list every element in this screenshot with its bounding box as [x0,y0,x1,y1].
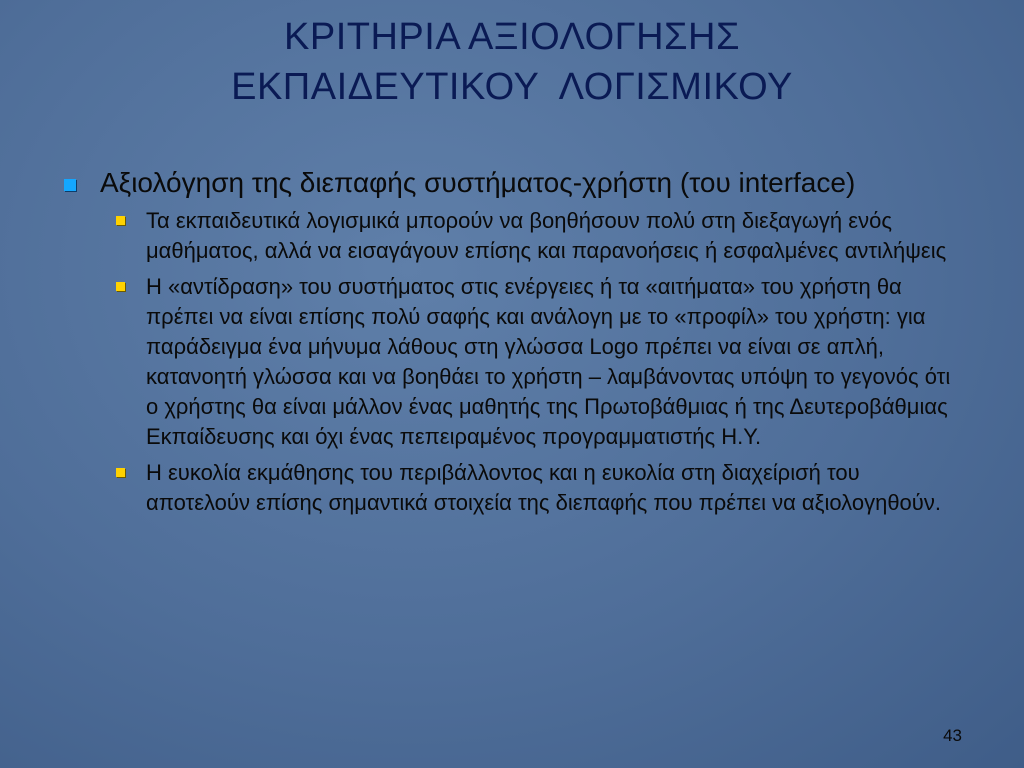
sub-bullet-text: Τα εκπαιδευτικά λογισμικά μπορούν να βοηθήσουν πολύ στη διεξαγωγή ενός μαθήματος, αλλά να εισαγάγουν επίσης και παρανοήσεις ή εσφαλμένες αντιλήψεις [146,208,947,263]
title-line-1: ΚΡΙΤΗΡΙΑ ΑΞΙΟΛΟΓΗΣΗΣ [284,16,740,58]
sub-bullet-list [114,206,982,518]
main-bullet-text: Αξιολόγηση της διεπαφής συστήματος-χρήστη (του interface) [100,167,856,198]
title-line-2: ΕΚΠΑΙΔΕΥΤΙΚΟΥ ΛΟΓΙΣΜΙΚΟΥ [231,66,793,108]
sub-bullet [114,206,966,266]
square-bullet-icon [116,282,125,291]
page-number: 43 [943,726,962,745]
slide-content [62,166,982,524]
square-bullet-icon [116,216,125,225]
square-bullet-icon [116,468,125,477]
sub-bullet [114,272,966,452]
main-bullet [62,166,982,200]
sub-bullet-text: Η ευκολία εκμάθησης του περιβάλλοντος και η ευκολία στη διαχείρισή του αποτελούν επίσης σημαντικά στοιχεία της διεπαφής που πρέπει να αξιολογηθούν. [146,460,941,515]
sub-bullet [114,458,966,518]
slide-title [60,12,964,112]
sub-bullet-text: Η «αντίδραση» του συστήματος στις ενέργειες ή τα «αιτήματα» του χρήστη θα πρέπει να είναι επίσης πολύ σαφής και ανάλογη με το «προφίλ» του χρήστη: για παράδειγμα ένα μήνυμα λάθους στη γλώσσα Logo πρέπει να είναι σε απλή, κατανοητή γλώσσα και να βοηθάει το χρήστη – λαμβάνοντας υπόψη το γεγονός ότι ο χρήστης θα είναι μάλλον ένας μαθητής της Πρωτοβάθμιας ή της Δευτεροβάθμιας Εκπαίδευσης και όχι ένας πεπειραμένος προγραμματιστής Η.Υ. [146,274,951,449]
square-bullet-icon [64,179,76,191]
